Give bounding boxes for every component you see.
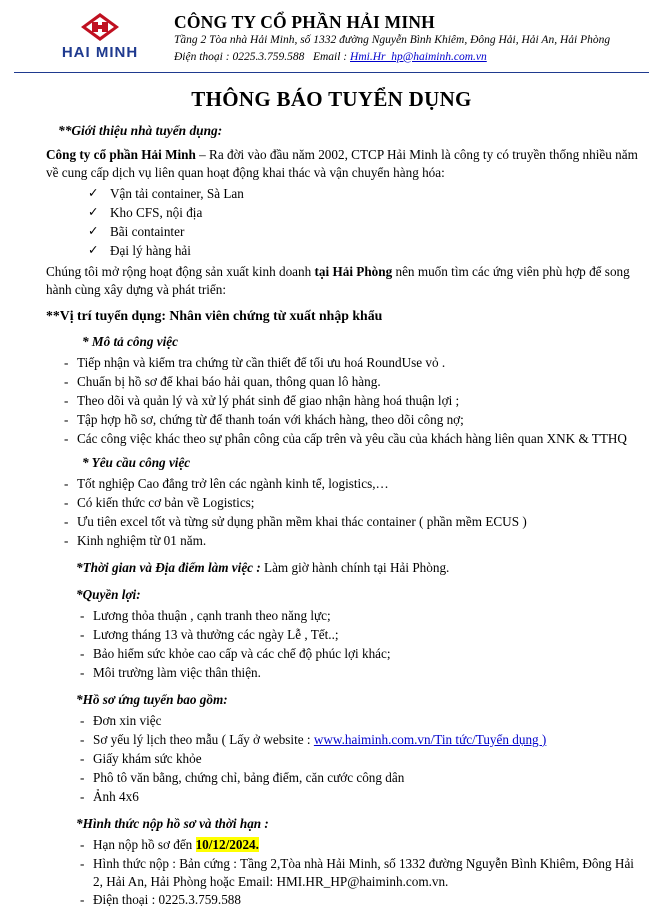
list-item: [80, 891, 639, 909]
check-icon: ✓: [88, 186, 99, 201]
company-email-label: Email :: [312, 50, 348, 63]
requirement-item: Ưu tiên excel tốt và từng sử dụng phần mềm khai thác container ( phần mềm ECUS ): [77, 514, 527, 530]
benefit-item: Môi trường làm việc thân thiện.: [93, 665, 261, 680]
dash-bullet-icon: -: [80, 712, 85, 728]
benefit-item: Lương tháng 13 và thưởng các ngày Lễ , Tết..;: [93, 627, 339, 643]
list-item: [88, 185, 639, 203]
list-item: [64, 475, 639, 493]
dash-bullet-icon: -: [80, 892, 85, 908]
dash-bullet-icon: -: [80, 769, 85, 785]
list-item: [64, 430, 639, 448]
submission-method: Hình thức nộp : Bản cứng : Tầng 2,Tòa nhà Hải Minh, số 1332 đường Nguyễn Bình Khiêm, Đông Hải 2, Hải An, Hải Phòng hoặc Email: HMI.HR_HP@haiminh.com.vn.: [93, 855, 634, 889]
logo-text: HAI MINH: [61, 44, 139, 61]
list-item: [64, 392, 639, 410]
job-desc-item: Theo dõi và quản lý và xử lý phát sinh để giao nhận hàng hoá thuận lợi ;: [77, 392, 460, 408]
website-link[interactable]: www.haiminh.com.vn/Tin tức/Tuyển dụng ): [313, 731, 547, 747]
dash-bullet-icon: -: [80, 731, 85, 747]
document-item: Giấy khám sức khỏe: [93, 750, 202, 766]
benefit-item: Bảo hiểm sức khỏe cao cấp và các chế độ phúc lợi khác;: [93, 646, 391, 662]
check-icon: ✓: [88, 224, 99, 239]
subheading-benefits: *Quyền lợi:: [76, 587, 141, 603]
list-item: [80, 645, 639, 663]
company-address: Tầng 2 Tòa nhà Hải Minh, số 1332 đường Nguyễn Bình Khiêm, Đông Hải, Hải An, Hải Phòng: [174, 34, 611, 47]
deadline-label: Hạn nộp hồ sơ đến: [93, 836, 196, 852]
dash-bullet-icon: -: [80, 836, 85, 852]
subheading-job-description: * Mô tả công việc: [82, 333, 178, 349]
intro-paragraph: [46, 146, 639, 182]
service-label: Đại lý hàng hải: [110, 243, 191, 259]
list-item: [88, 242, 639, 260]
list-item: [80, 769, 639, 787]
job-desc-item: Tiếp nhận và kiểm tra chứng từ cần thiết để tối ưu hoá RoundUse vỏ .: [77, 354, 446, 370]
document-item: Phô tô văn bằng, chứng chỉ, bảng điểm, căn cước công dân: [93, 769, 405, 785]
dash-bullet-icon: -: [64, 476, 69, 492]
company-contact: [174, 50, 649, 66]
requirements-list: [46, 475, 639, 550]
list-item: [80, 607, 639, 625]
company-email-link[interactable]: Hmi.Hr_hp@haiminh.com.vn: [350, 50, 487, 63]
subheading-requirements: * Yêu cầu công việc: [82, 455, 191, 471]
subheading-time-place: [76, 559, 639, 577]
benefit-item: Lương thỏa thuận , cạnh tranh theo năng lực;: [93, 608, 331, 624]
document-body: [14, 122, 649, 909]
list-item: [64, 494, 639, 512]
requirement-item: Có kiến thức cơ bản về Logistics;: [77, 495, 255, 511]
list-item: [64, 411, 639, 429]
company-logo: [36, 10, 164, 61]
expansion-pre: Chúng tôi mở rộng hoạt động sản xuất kinh doanh: [46, 264, 315, 280]
subheading-documents: *Hồ sơ ứng tuyển bao gồm:: [76, 691, 228, 707]
submission-phone: Điện thoại : 0225.3.759.588: [93, 892, 241, 908]
requirement-item: Tốt nghiệp Cao đẳng trở lên các ngành kinh tế, logistics,…: [77, 476, 389, 492]
page-title: THÔNG BÁO TUYỂN DỤNG: [191, 87, 472, 112]
expansion-paragraph: [46, 263, 639, 299]
list-item: [80, 788, 639, 806]
dash-bullet-icon: -: [64, 430, 69, 446]
section-heading-position: **Vị trí tuyển dụng: Nhân viên chứng từ xuất nhập khẩu: [46, 308, 383, 323]
time-place-value: Làm giờ hành chính tại Hải Phòng.: [260, 560, 450, 576]
list-item: [80, 626, 639, 644]
list-item: [88, 223, 639, 241]
service-label: Vận tải container, Sà Lan: [110, 186, 244, 202]
check-icon: ✓: [88, 205, 99, 220]
list-item: [88, 204, 639, 222]
list-item: [80, 855, 639, 891]
dash-bullet-icon: -: [80, 646, 85, 662]
check-icon: ✓: [88, 243, 99, 258]
list-item: [80, 664, 639, 682]
dash-bullet-icon: -: [80, 608, 85, 624]
dash-bullet-icon: -: [64, 411, 69, 427]
document-item: Ảnh 4x6: [93, 788, 139, 804]
company-info: [174, 10, 649, 65]
list-item: [64, 532, 639, 550]
list-item: [64, 513, 639, 531]
submission-list: [46, 836, 639, 909]
service-label: Kho CFS, nội địa: [110, 205, 203, 221]
services-list: [46, 185, 639, 260]
expansion-post: nên muốn tìm các ứng viên phù hợp để song hành cùng xây dựng và phát triển:: [46, 264, 630, 298]
deadline-value: 10/12/2024.: [195, 836, 259, 852]
list-item: [64, 373, 639, 391]
section-heading-intro: **Giới thiệu nhà tuyển dụng:: [58, 123, 223, 139]
header-divider: [14, 72, 649, 73]
intro-company-rest: – Ra đời vào đầu năm 2002, CTCP Hải Minh là công ty có truyền thống nhiều năm về cung cấp dịch vụ liên quan hoạt động khai thác và vận chuyển hàng hóa:: [46, 147, 638, 181]
dash-bullet-icon: -: [64, 354, 69, 370]
dash-bullet-icon: -: [80, 788, 85, 804]
dash-bullet-icon: -: [64, 392, 69, 408]
dash-bullet-icon: -: [80, 627, 85, 643]
company-phone: Điện thoại : 0225.3.759.588: [174, 50, 305, 63]
dash-bullet-icon: -: [64, 514, 69, 530]
subheading-submission: *Hình thức nộp hồ sơ và thời hạn :: [76, 815, 269, 831]
job-desc-item: Tập hợp hồ sơ, chứng từ để thanh toán với khách hàng, theo dõi công nợ;: [77, 411, 464, 427]
dash-bullet-icon: -: [80, 665, 85, 680]
intro-company-bold: Công ty cổ phần Hải Minh: [46, 147, 196, 163]
dash-bullet-icon: -: [64, 533, 69, 549]
document-item: Đơn xin việc: [93, 712, 162, 728]
dash-bullet-icon: -: [80, 855, 85, 871]
letterhead: [14, 8, 649, 69]
list-item: [80, 750, 639, 768]
job-description-list: [46, 354, 639, 448]
job-desc-item: Các công việc khác theo sự phân công của cấp trên và yêu cầu của khách hàng liên quan XNK & TTHQ: [77, 430, 627, 446]
service-label: Bãi containter: [110, 224, 185, 240]
expansion-location: tại Hải Phòng: [314, 264, 393, 280]
logo-diamond-icon: [79, 12, 121, 42]
list-item: [80, 731, 639, 749]
job-desc-item: Chuẩn bị hồ sơ để khai báo hải quan, thông quan lô hàng.: [77, 373, 381, 389]
dash-bullet-icon: -: [64, 495, 69, 511]
list-item: [80, 712, 639, 730]
list-item: [80, 836, 639, 854]
documents-list: [46, 712, 639, 806]
time-place-label: *Thời gian và Địa điểm làm việc :: [76, 560, 261, 576]
dash-bullet-icon: -: [64, 373, 69, 389]
dash-bullet-icon: -: [80, 750, 85, 766]
list-item: [64, 354, 639, 372]
benefits-list: [46, 607, 639, 682]
requirement-item: Kinh nghiệm từ 01 năm.: [77, 533, 207, 549]
company-name: CÔNG TY CỔ PHẦN HẢI MINH: [174, 12, 435, 32]
document-item: Sơ yếu lý lịch theo mẫu ( Lấy ở website :: [93, 731, 314, 747]
